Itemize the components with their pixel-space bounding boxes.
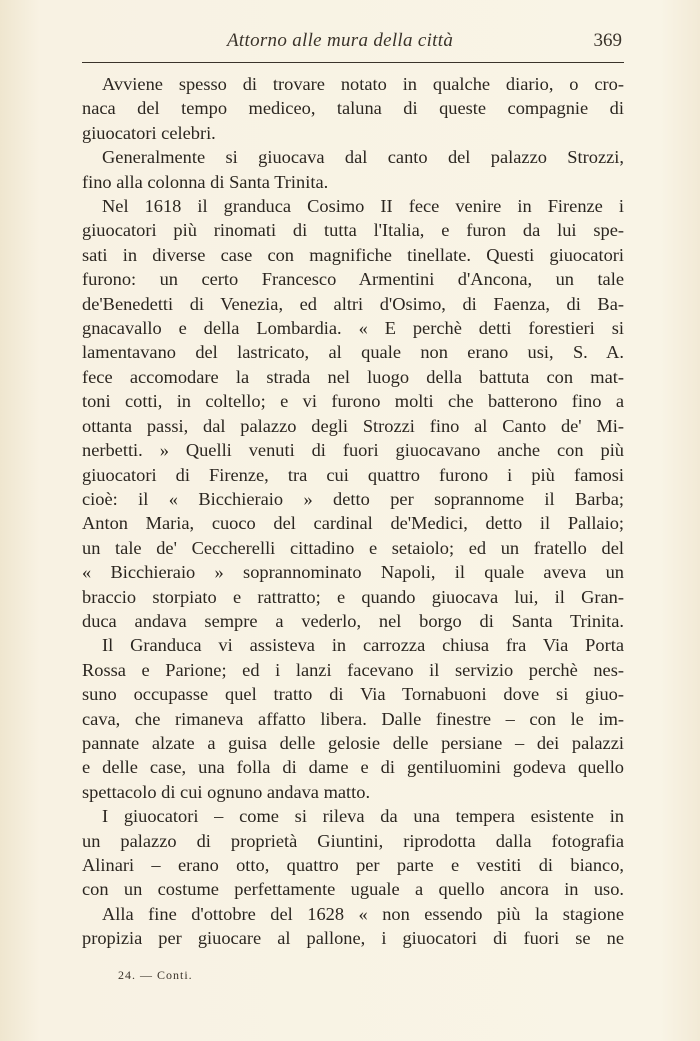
text-line: ottanta passi, dal palazzo degli Strozzi fino al Canto de' Mi- [82, 415, 624, 436]
text-line: un palazzo di proprietà Giuntini, riprodotta dalla fotografia [82, 830, 624, 851]
page-number: 369 [593, 30, 622, 51]
text-line: Alla fine d'ottobre del 1628 « non essendo più la stagione [102, 903, 624, 924]
text-line: « Bicchieraio » soprannominato Napoli, il quale aveva un [82, 562, 624, 583]
paragraph [82, 902, 624, 951]
text-line: Nel 1618 il granduca Cosimo II fece venire in Firenze i [102, 196, 624, 217]
paragraph [82, 633, 624, 804]
text-line: de'Benedetti di Venezia, ed altri d'Osimo, di Faenza, di Ba- [82, 293, 624, 314]
text-line: Generalmente si giuocava dal canto del palazzo Strozzi, [102, 147, 624, 168]
text-line: Rossa e Parione; ed i lanzi facevano il servizio perchè nes- [82, 659, 624, 680]
paragraph [82, 145, 624, 194]
signature-mark: 24. — Conti. [118, 968, 193, 982]
text-line: suno occupasse quel tratto di Via Tornabuoni dove si giuo- [82, 684, 624, 705]
paragraph [82, 72, 624, 145]
text-line: e delle case, una folla di dame e di gentiluomini godeva quello [82, 757, 624, 778]
text-line: spettacolo di cui ognuno andava matto. [82, 781, 371, 802]
text-line: giuocatori più rinomati di tutta l'Italia, e furon da lui spe- [82, 220, 624, 241]
text-line: Alinari – erano otto, quattro per parte e vestiti di bianco, [82, 855, 624, 875]
text-line: I giuocatori – come si rileva da una tempera esistente in [102, 806, 624, 827]
text-line: furono: un certo Francesco Armentini d'Ancona, un tale [82, 269, 624, 290]
text-line: braccio storpiato e rattratto; e quando giuocava lui, il Gran- [82, 586, 624, 607]
page-header [82, 26, 624, 63]
text-line: pannate alzate a guisa delle gelosie delle persiane – dei palazzi [82, 732, 624, 753]
running-title: Attorno alle mura della città [227, 30, 454, 51]
text-line: naca del tempo mediceo, taluna di queste compagnie di [82, 98, 624, 119]
text-line: gnacavallo e della Lombardia. « E perchè detti forestieri si [82, 318, 624, 339]
text-line: Anton Maria, cuoco del cardinal de'Medici, detto il Pallaio; [82, 513, 624, 534]
text-line: fece accomodare la strada nel luogo della battuta con mat- [82, 366, 624, 387]
text-line: un tale de' Ceccherelli cittadino e setaiolo; ed un fratello del [82, 537, 624, 558]
text-line: toni cotti, in coltello; e vi furono molti che batterono fino a [82, 391, 624, 412]
text-line: fino alla colonna di Santa Trinita. [82, 171, 329, 192]
text-line: nerbetti. » Quelli venuti di fuori giuocavano anche con più [82, 440, 624, 461]
text-line: sati in diverse case con magnifiche tinellate. Questi giuocatori [82, 244, 624, 265]
text-line: cava, che rimaneva affatto libera. Dalle finestre – con le im- [82, 708, 624, 729]
text-line: propizia per giuocare al pallone, i giuocatori di fuori se ne [82, 928, 624, 949]
body-text [82, 72, 624, 951]
paragraph [82, 804, 624, 902]
text-line: cioè: il « Bicchieraio » detto per soprannome il Barba; [82, 488, 624, 509]
paragraph [82, 194, 624, 633]
text-line: Il Granduca vi assisteva in carrozza chiusa fra Via Porta [102, 635, 624, 656]
text-line: con un costume perfettamente uguale a quello ancora in uso. [82, 879, 624, 900]
text-line: giuocatori celebri. [82, 122, 216, 143]
text-line: giuocatori di Firenze, tra cui quattro furono i più famosi [82, 464, 624, 485]
text-line: lamentavano del lastricato, al quale non erano usi, S. A. [82, 342, 624, 363]
text-line: duca andava sempre a vederlo, nel borgo di Santa Trinita. [82, 610, 624, 631]
text-line: Avviene spesso di trovare notato in qualche diario, o cro- [102, 74, 624, 94]
